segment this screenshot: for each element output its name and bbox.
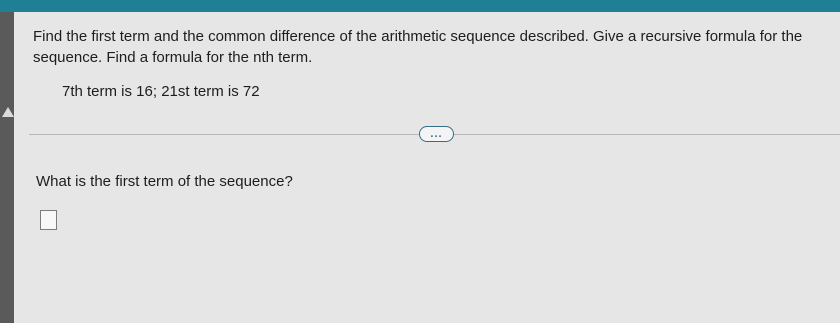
divider [454,134,840,135]
left-rail [0,12,14,323]
problem-instructions: Find the first term and the common difference of the arithmetic sequence described. Give a recursive formula for the sequence. Find a formula for the nth term. [33,28,803,66]
given-terms: 7th term is 16; 21st term is 72 [62,83,260,100]
up-arrow-icon[interactable] [2,107,14,117]
top-bar [0,0,840,12]
question-prompt: What is the first term of the sequence? [36,173,293,190]
answer-input[interactable] [40,210,57,230]
more-button[interactable]: ... [419,126,454,142]
divider [29,134,419,135]
question-panel [14,12,840,323]
